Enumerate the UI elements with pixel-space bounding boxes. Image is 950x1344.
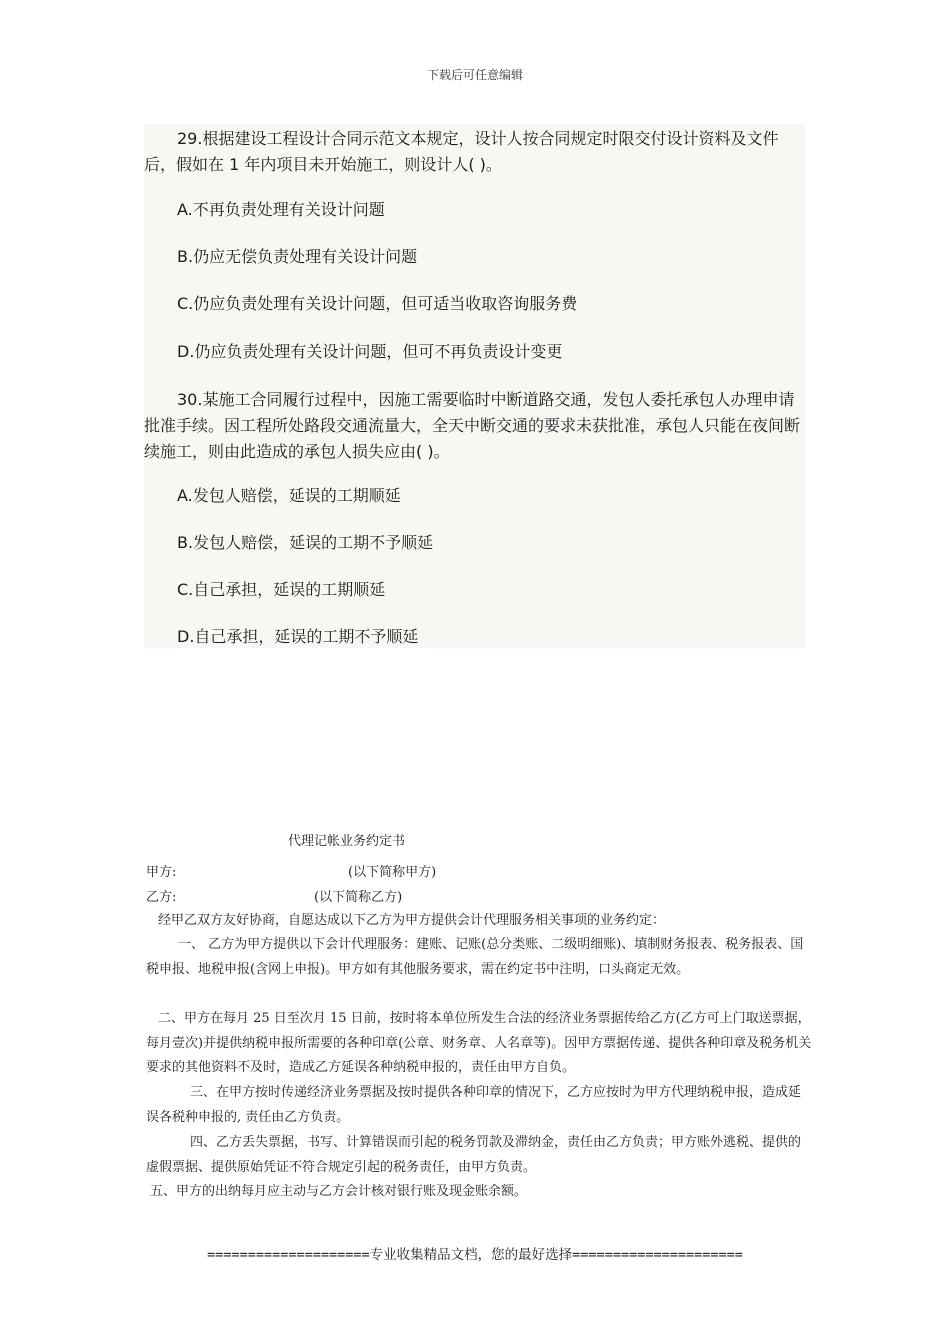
question-29-stem: 29.根据建设工程设计合同示范文本规定，设计人按合同规定时限交付设计资料及文件后，假如在 1 年内项目未开始施工，则设计人( )。 xyxy=(144,129,779,174)
footer-banner: ====================专业收集精品文档，您的最好选择===================== xyxy=(207,1247,743,1263)
party-a-note: (以下简称甲方) xyxy=(348,865,437,880)
party-a-label: 甲方: xyxy=(146,865,177,880)
party-a-line xyxy=(146,861,437,880)
question-30-option-d: D.自己承担，延误的工期不予顺延 xyxy=(177,627,419,646)
contract-clause-4: 四、乙方丢失票据，书写、计算错误而引起的税务罚款及滞纳金，责任由乙方负责；甲方账外逃税、提供的虚假票据、提供原始凭证不符合规定引起的税务责任，由甲方负责。 xyxy=(146,1135,802,1175)
contract-clause-3: 三、在甲方按时传递经济业务票据及按时提供各种印章的情况下，乙方应按时为甲方代理纳税申报，造成延误各税种申报的, 责任由乙方负责。 xyxy=(146,1085,802,1125)
party-b-label: 乙方: xyxy=(146,890,177,905)
question-29-option-c: C.仍应负责处理有关设计问题，但可适当收取咨询服务费 xyxy=(177,294,578,313)
question-30-stem: 30.某施工合同履行过程中，因施工需要临时中断道路交通，发包人委托承包人办理申请批准手续。因工程所处路段交通流量大，全天中断交通的要求未获批准，承包人只能在夜间断 续施工，则由此造成的承包人损失应由( )。 xyxy=(144,390,801,461)
contract-clause-1: 一、 乙方为甲方提供以下会计代理服务：建账、记账(总分类账、二级明细账)、填制财务报表、税务报表、国税申报、地税申报(含网上申报)。甲方如有其他服务要求，需在约定书中注明，口头商定无效。 xyxy=(146,937,804,977)
question-30-option-c: C.自己承担，延误的工期顺延 xyxy=(177,580,386,599)
quiz-section xyxy=(144,124,806,648)
question-30-option-b: B.发包人赔偿，延误的工期不予顺延 xyxy=(177,533,434,552)
contract-clause-5: 五、甲方的出纳每月应主动与乙方会计核对银行账及现金账余额。 xyxy=(150,1184,528,1199)
contract-intro: 经甲乙双方友好协商，自愿达成以下乙方为甲方提供会计代理服务相关事项的业务约定： xyxy=(158,913,666,928)
party-b-line xyxy=(146,886,403,905)
header-note: 下载后可任意编辑 xyxy=(426,68,523,82)
question-29-option-b: B.仍应无偿负责处理有关设计问题 xyxy=(177,247,418,266)
contract-clause-2: 二、甲方在每月 25 日至次月 15 日前，按时将本单位所发生合法的经济业务票据传给乙方(乙方可上门取送票据，每月壹次)并提供纳税申报所需要的各种印章(公章、财务章、人名章等)。因甲方票据传递、提供各种印章及税务机关要求的其他资料不及时，造成乙方延误各种纳税申报的，责任由甲方自负。 xyxy=(146,1011,812,1075)
contract-title: 代理记帐业务约定书 xyxy=(288,834,406,849)
party-b-note: (以下简称乙方) xyxy=(314,890,403,905)
question-29-option-a: A.不再负责处理有关设计问题 xyxy=(177,200,385,219)
question-30-option-a: A.发包人赔偿，延误的工期顺延 xyxy=(177,486,401,505)
question-29-option-d: D.仍应负责处理有关设计问题，但可不再负责设计变更 xyxy=(177,342,563,361)
